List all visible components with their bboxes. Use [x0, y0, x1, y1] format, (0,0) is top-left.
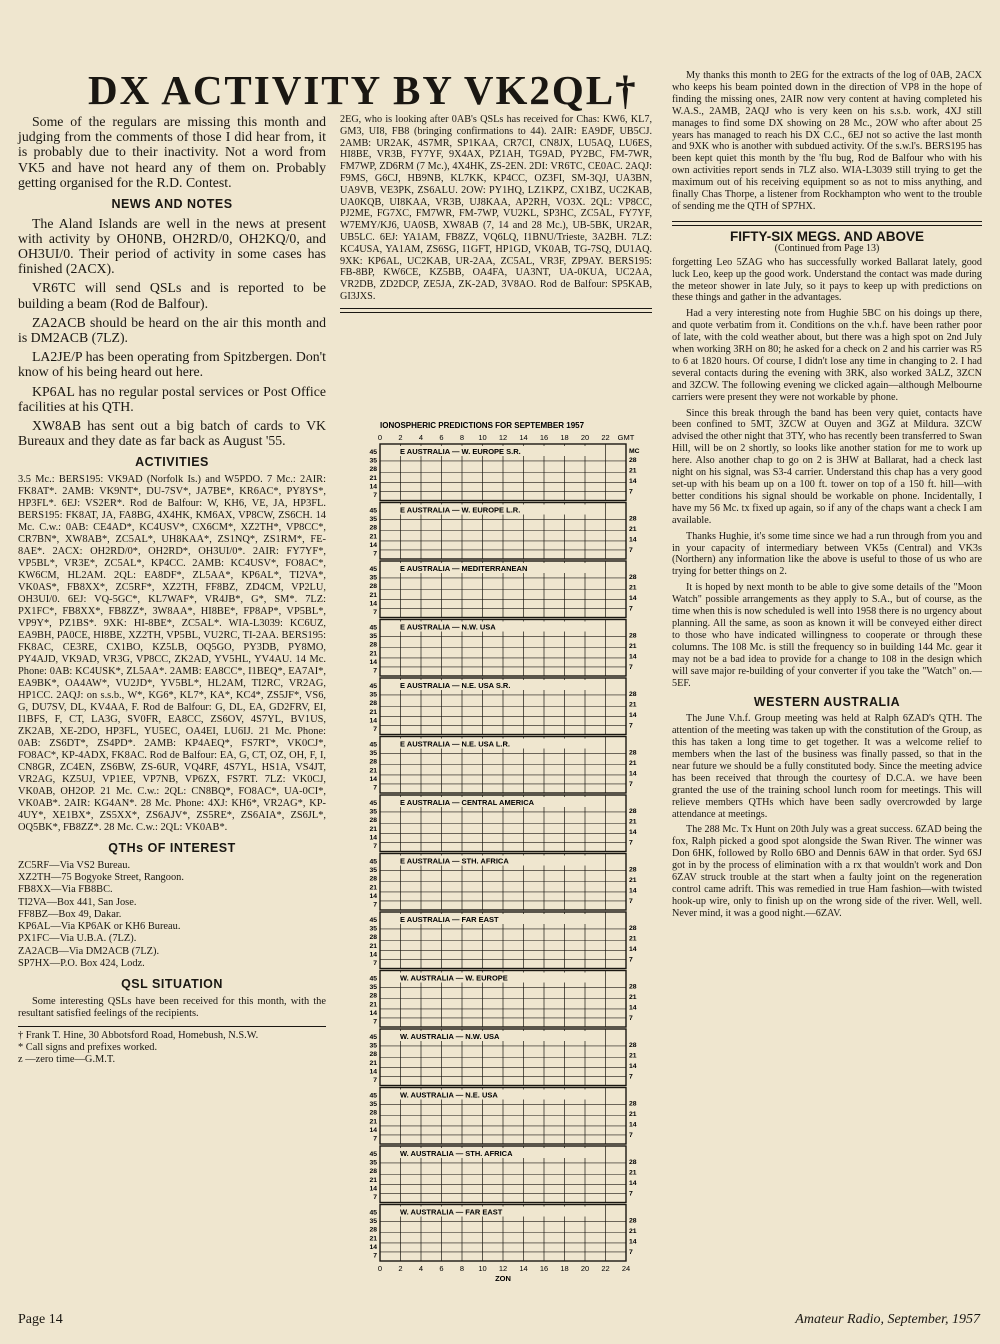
left-tick-label: 7 [373, 550, 377, 558]
panel-label: E AUSTRALIA — N.E. USA S.R. [400, 681, 511, 690]
news-item: The Aland Islands are well in the news at present with activity by OH0NB, OH2RD/0, OH2KQ/0, and OH3UI/0. Their period of activity in some cases has finished (2ACX). [18, 215, 326, 277]
left-tick-label: 21 [369, 650, 377, 658]
left-tick-label: 35 [369, 808, 377, 816]
thanks-paragraph: My thanks this month to 2EG for the extracts of the log of 0AB, 2ACX who keeps his beam pointed down in the direction of VP8 in the hope of finding the missing ones, 2AIR now very content at having completed his W.A.S., 2AMB, 2AQJ who is very keen on his s.s.b. work, 4XJ still manages to find some DX showing on 28 Mc., 2OW who after about 25 years has managed to reach his DX C.C., 6EJ not so active the last month and 9XK who is another with subdued activity. Of the s.w.l's. BERS195 has been kept quiet this month by the 'flu bug, Rod de Balfour who with his own activities report sends in 7LZ also. WIA-L3039 still trying to get the maximum out of his receiving equipment so as not to miss anything, and finally Chas Thorpe, a listener from Rockhampton who went to the trouble of sending me the QTH of SP7HX. [672, 70, 982, 212]
bottom-hour-label: 4 [418, 1264, 424, 1273]
right-tick-label: 7 [629, 547, 633, 554]
divider [672, 221, 982, 226]
right-tick-label: 21 [629, 935, 637, 943]
top-hour-label: 22 [601, 433, 610, 442]
news-item: XW8AB has sent out a big batch of cards to VK Bureaux and they date as far back as August '55. [18, 418, 326, 449]
footnote: † Frank T. Hine, 30 Abbotsford Road, Homebush, N.S.W. [18, 1029, 259, 1041]
right-tick-label: 14 [629, 595, 637, 602]
qth-item: SP7HX—P.O. Box 424, Lodz. [18, 958, 145, 970]
right-tick-label: 28 [629, 925, 637, 932]
mc-label: MC [629, 448, 640, 455]
left-tick-label: 7 [373, 492, 377, 499]
panel-label: E AUSTRALIA — N.W. USA [400, 622, 496, 632]
footnote: z —zero time—G.M.T. [18, 1053, 116, 1065]
qth-item: ZC5RF—Via VS2 Bureau. [18, 859, 131, 871]
bottom-hour-label: 22 [601, 1264, 610, 1273]
right-tick-label: 14 [629, 770, 637, 778]
left-tick-label: 28 [369, 700, 377, 708]
right-tick-label: 21 [629, 467, 637, 475]
footnotes [18, 1026, 326, 1066]
left-tick-label: 7 [373, 1194, 377, 1201]
panel-label: E AUSTRALIA — CENTRAL AMERICA [400, 798, 535, 807]
body-paragraph: Had a very interesting note from Hughie 5BC on his doings up there, and quote verbatim from it. Conditions on the v.h.f. have been rather poor of late, with the cold weather about, but there was a high spot on 2nd July when working 3RH on 80; he asked for a check on 2 and his carrier was R5 to 6 at 1820 hours. Of course, I didn't lose any time in changing to 2. I had several contacts during the evening with 3RK, also worked 3ALZ, 3ZCN and 3ZCW. The following evening we clicked again—although Melbourne carriers were present they were not workable by phone. [672, 308, 982, 403]
qth-item: KP6AL—Via KP6AK or KH6 Bureau. [18, 921, 181, 933]
news-list [18, 216, 326, 449]
qth-item: PX1FC—Via U.B.A. (7LZ). [18, 933, 137, 945]
left-tick-label: 28 [369, 817, 377, 825]
left-tick-label: 21 [369, 591, 377, 599]
top-hour-label: 4 [418, 433, 424, 442]
qsl-text: Some interesting QSLs have been received for this month, with the resultant satisfied feelings of the recipients. [18, 995, 326, 1019]
right-tick-label: 28 [629, 808, 637, 815]
panel-label: W. AUSTRALIA — N.E. USA [400, 1090, 498, 1100]
chart-heading: IONOSPHERIC PREDICTIONS FOR SEPTEMBER 1957 [380, 421, 585, 430]
right-tick-label: 14 [629, 1004, 637, 1012]
publication-line: Amateur Radio, September, 1957 [795, 1312, 980, 1327]
left-tick-label: 45 [369, 566, 377, 573]
left-tick-label: 28 [369, 466, 377, 474]
bottom-hour-label: 8 [459, 1264, 465, 1273]
bottom-hour-label: 16 [539, 1264, 549, 1273]
left-tick-label: 45 [369, 683, 377, 690]
left-tick-label: 35 [369, 925, 377, 933]
right-tick-label: 28 [629, 1100, 637, 1108]
bottom-hour-label: 0 [377, 1264, 383, 1273]
top-hour-label: 12 [498, 433, 508, 442]
left-tick-label: 45 [369, 507, 377, 515]
right-tick-label: 14 [629, 1180, 637, 1187]
footnote: * Call signs and prefixes worked. [18, 1041, 158, 1053]
right-tick-label: 7 [629, 1249, 633, 1256]
left-tick-label: 35 [369, 457, 377, 465]
qth-heading: QTHs OF INTEREST [108, 841, 236, 856]
top-hour-label: 0 [377, 433, 383, 442]
left-tick-label: 45 [369, 1151, 377, 1158]
right-tick-label: 14 [629, 536, 637, 544]
left-tick-label: 35 [369, 691, 377, 699]
left-tick-label: 35 [369, 1218, 377, 1226]
bottom-hour-label: 24 [621, 1264, 631, 1273]
left-tick-label: 21 [369, 767, 377, 775]
right-tick-label: 21 [629, 818, 637, 826]
right-tick-label: 7 [629, 839, 633, 847]
qth-item: TI2VA—Box 441, San Jose. [18, 896, 137, 908]
section-heading: FIFTY-SIX MEGS. AND ABOVE [729, 228, 925, 244]
page-title: DX ACTIVITY BY VK2QL† [88, 67, 638, 113]
left-tick-label: 7 [373, 609, 377, 616]
column-left [18, 114, 326, 1066]
left-tick-label: 14 [369, 1068, 377, 1076]
right-tick-label: 14 [629, 1121, 637, 1129]
left-tick-label: 7 [373, 1077, 377, 1084]
right-tick-label: 7 [629, 605, 633, 613]
left-tick-label: 45 [369, 1092, 377, 1100]
panel-label: E AUSTRALIA — STH. AFRICA [400, 856, 509, 866]
left-tick-label: 21 [369, 474, 377, 482]
qth-item: ZA2ACB—Via DM2ACB (7LZ). [18, 945, 160, 957]
top-hour-label: 20 [580, 433, 590, 442]
right-tick-label: 21 [629, 760, 637, 767]
left-tick-label: 35 [369, 633, 377, 641]
left-tick-label: 35 [369, 1159, 377, 1167]
right-tick-label: 7 [629, 956, 633, 964]
left-tick-label: 21 [369, 1118, 377, 1126]
x-axis-label: ZON [495, 1274, 511, 1283]
left-tick-label: 21 [369, 708, 377, 716]
right-tick-label: 21 [629, 994, 637, 1001]
left-tick-label: 28 [369, 1051, 377, 1059]
left-tick-label: 14 [369, 951, 377, 959]
left-tick-label: 21 [369, 1059, 377, 1067]
body-paragraph: Thanks Hughie, it's some time since we had a run through from you and in your capacity of intermediary between VK5s (Central) and VK3s (Northern) any information like the above is useful to those of us who are trying for better things on 2. [672, 530, 982, 578]
right-tick-label: 21 [629, 1169, 637, 1177]
bottom-hour-label: 14 [519, 1264, 528, 1273]
left-tick-label: 28 [369, 1109, 377, 1117]
qth-item: XZ2TH—75 Bogyoke Street, Rangoon. [18, 871, 184, 883]
right-tick-label: 28 [629, 515, 637, 523]
right-tick-label: 14 [629, 653, 637, 661]
left-tick-label: 28 [369, 758, 377, 766]
bottom-hour-label: 10 [478, 1264, 487, 1273]
left-tick-label: 35 [369, 1101, 377, 1109]
left-tick-label: 45 [369, 800, 377, 807]
qth-item: FB8XX—Via FB8BC. [18, 884, 113, 896]
right-tick-label: 28 [629, 983, 637, 991]
right-tick-label: 21 [629, 584, 637, 592]
panel-label: W. AUSTRALIA — W. EUROPE [400, 973, 508, 983]
activities-text: 3.5 Mc.: BERS195: VK9AD (Norfolk Is.) and W5PDO. 7 Mc.: 2AIR: FK8AT*. 2AMB: VK9NT*, DU-7SV*, JA7BE*, KR6AC*, PY8YS*, HP3FL*. 6EJ: VS2ER*. Rod de Balfour: W, KH6, VE, JA, HP3FL. BERS195: FK8AT, JA, FA8BG, 4X4HK, KM6AX, VP8CW, ZS6CH. 14 Mc. C.w.: 0AB: CE4AD*, KC4USV*, CX6CM*, XZ2TH*, VP8CC*, CR7BN*, XW8AB*, ZC5AL*, UH8KAA*, ZS1NQ*, ZS1RM*, FE-8AE*. 2ACX: OH2RD/0*, OH2RD*, OH3UI/0*. 2AIR: FY7YF*, VP5BL*, VR3E*, ZC5AL*, KP4CC. 2AMB: KC4USV*, FO8AC*, KW6CM, HL2AM. 2QL: EA8DF*, ZL5AA*, KP6AL*, TI2VA*, VK0AS*, FB8XX*, ZC5RF*, XZ2TH, FF8BZ, ZD4CM, VP2LU, OH3UI/0. 6EJ: VQ-5GC*, KL7WAF*, VR4JB*, G*, SM*. 7LZ: PX1FC*, FB8XX*, FB8ZZ*, 3W8AA*, HI8BE*, FP8AP*, VP5BL*, VP9Y*, PZ1BS*. 9XK: HI-8BE*, ZC5AL*. WIA-L3039: KC6UZ, EA9BH, PA0CE, HI8BE, XZ2TH, VP5BL, VU2RC, TI-2AA. BERS195: FK8AC, CE3RE, CX1BO, KZ5LB, OQ5GO, PY3DB, PY8MO, PY4AJD, VK9AD, VR3G, VP8CC, ZK2AD, YV5HL, YV4AU. 14 Mc. Phone: 0AB: KC4USK*, ZL5AA*. 2AMB: EA8CC*, I1BEQ*, EA7AI*, EA9BK*, OA4AW*, VU2JD*, YV5BL*, HL2AM, TI2RC, VR2AG, HP1CC. 2AQJ: on s.s.b., W*, KG6*, KL7*, KA*, KC4*, ZS5JF*, VS6, G, DU7SV, DL, KV4AA, F. Rod de Balfour: G, DL, EA, GD2FRV, EI, I1BFS, F, CT, LA3G, SV0FR, EA8CC, ZS6OV, 4S7YL, BV1US, ZK2AB, XE-2DO, HP3FL, YU5EC, OA4EI, LU6IJ. 21 Mc. Phone: 0AB: ZS6DT*, ZS4PD*. 2AMB: KP4AEQ*, FS7RT*, VK0CJ*, FO8AC*, KP-4ADX, FK8AC. Rod de Balfour: EA, G, CT, OZ, OH, F, I, CN8GR, ZC4EN, ZS6BW, ZS-6UR, VQ4RF, 4S7YL, HS1A, VS4JT, VR2AG, KZ5UJ, VP1EE, VP7NB, VP6ZX, FS7RT. 7LZ: VK0CJ, VK0AB, OH2OP. 21 Mc. C.w.: 2QL: CN8BQ*, FO8AC*, UA-0CI*, VK0AB*. 2AIR: KG4AN*. 28 Mc. Phone: 4XJ: KH6*, VR2AG*, KP-4UY*, XE1BX*, ZS5XX*, ZS6AJV*, ZS5RE*, ZS6AIA*, ZS6JL*, OQ5BK*, FB8ZZ*. 28 Mc. C.w.: 2QL: VK0AB*. [18, 474, 326, 834]
right-tick-label: 7 [629, 664, 633, 671]
top-hour-label: 8 [459, 433, 465, 442]
qth-item: FF8BZ—Box 49, Dakar. [18, 908, 122, 920]
right-tick-label: 28 [629, 574, 637, 581]
left-tick-label: 35 [369, 867, 377, 875]
left-tick-label: 14 [369, 834, 377, 842]
bottom-hour-label: 12 [498, 1264, 508, 1273]
left-tick-label: 14 [369, 1243, 377, 1251]
left-tick-label: 28 [369, 934, 377, 942]
top-hour-label: 16 [539, 433, 549, 442]
right-tick-label: 21 [629, 1052, 637, 1060]
left-tick-label: 7 [373, 784, 377, 792]
panel-label: W. AUSTRALIA — FAR EAST [400, 1207, 503, 1217]
left-tick-label: 21 [369, 1176, 377, 1184]
left-tick-label: 35 [369, 750, 377, 758]
left-tick-label: 28 [369, 583, 377, 591]
right-tick-label: 14 [629, 887, 637, 895]
right-tick-label: 21 [629, 877, 637, 884]
intro-paragraph: Some of the regulars are missing this month and judging from the comments of those I did hear from, it is probably due to their inactivity. Not a word from VK5 and have not heard any of them on. Probably getting organised for the R.D. Contest. [18, 114, 326, 190]
bottom-hour-label: 18 [560, 1264, 569, 1273]
right-tick-label: 28 [629, 691, 637, 698]
bottom-hour-label: 2 [398, 1264, 403, 1273]
left-tick-label: 21 [369, 1235, 377, 1243]
left-tick-label: 21 [369, 825, 377, 833]
top-hour-label: 18 [560, 433, 569, 442]
news-item: KP6AL has no regular postal services or Post Office facilities at his QTH. [18, 383, 326, 414]
left-tick-label: 14 [369, 1009, 377, 1017]
activities-heading: ACTIVITIES [135, 455, 209, 470]
left-tick-label: 35 [369, 984, 377, 992]
qth-list [18, 860, 326, 971]
left-tick-label: 35 [369, 516, 377, 524]
left-tick-label: 14 [369, 892, 377, 900]
right-tick-label: 7 [629, 1073, 633, 1081]
news-item: ZA2ACB should be heard on the air this month and is DM2ACB (7LZ). [18, 314, 326, 346]
left-tick-label: 7 [373, 667, 377, 675]
right-tick-label: 7 [629, 1132, 633, 1139]
left-tick-label: 14 [369, 1126, 377, 1134]
left-tick-label: 7 [373, 1018, 377, 1026]
right-tick-label: 14 [629, 829, 637, 836]
right-tick-label: 7 [629, 781, 633, 788]
left-tick-label: 35 [369, 1042, 377, 1050]
divider [340, 308, 652, 313]
bottom-hour-label: 20 [580, 1264, 590, 1273]
left-tick-label: 28 [369, 1168, 377, 1176]
qsl-heading: QSL SITUATION [121, 977, 223, 992]
left-tick-label: 7 [373, 1135, 377, 1143]
left-tick-label: 14 [369, 600, 377, 608]
left-tick-label: 35 [369, 574, 377, 582]
left-tick-label: 28 [369, 992, 377, 1000]
left-tick-label: 45 [369, 1209, 377, 1217]
left-tick-label: 45 [369, 975, 377, 983]
news-item: VR6TC will send QSLs and is reported to be building a beam (Rod de Balfour). [18, 280, 326, 311]
news-heading: NEWS AND NOTES [111, 197, 233, 212]
body-paragraph: The 288 Mc. Tx Hunt on 20th July was a great success. 6ZAD being the fox, Ralph picked a good spot alongside the Swan River. The winner was Don 6HK, followed by Rollo 6BO and Dennis 6AW in that order. Syd 6SJ got in by the process of elimination with a rx that wouldn't work and Don 6ZAV struck trouble at the start when a faulty joint on the regeneration control came adrift. This was remedied in true Ham fashion—with twisted hook-up wire, only to finish up on the wrong side of the river. Well, well. Never mind, it was a good night.—6ZAV. [672, 824, 982, 919]
body-paragraph: The June V.h.f. Group meeting was held at Ralph 6ZAD's QTH. The attention of the meeting was taken up with the constitution of the Group, as this has taken a long time to get together. It was a welcome relief to members when the last of the business was finally passed, so that in the near future we should be a fully constituted body. Since the meeting advice has been received that through the courtesy of D.C.A. we have been granted the use of the training school lunch room for meetings. This will relieve members QTHs which have been sadly overcrowded by large attendance at meetings. [672, 713, 982, 820]
top-hour-label: 10 [478, 433, 487, 442]
qsl-received-text: 2EG, who is looking after 0AB's QSLs has received for Chas: KW6, KL7, GM3, UI8, FB8 (bringing confirmations to 44). 2AIR: EA9DF, UB5CJ. 2AMB: UR2AK, 4S7MR, SP1KAA, CR7CI, CN8JX, LU5AQ, LU6ES, HI8BE, VR3B, FY7YF, 9X4AX, PZ1AH, TG9AD, PY2BC, FM-7WR, FM7WP, ZD6RM (7 Mc.), 4X4HK, ZS-2EN. 2DI: VR6TC, CE0AC. 2AQJ: F9MS, G6CJ, HB9NB, KL7KK, KP4CC, OZ3FI, SM-3QJ, UA3BN, UA9VB, VE3PK, ZS6ALU. 2OW: PY1HQ, LZ1KPZ, CX1BZ, UC2KAB, UA0KQB, UI8KAA, VR3B, UJ8KAA, AP2RH, VO3X. 2QL: VP8CC, PJ2ME, FG7XC, FM7WR, FM-7WP, VU2KL, SP3HC, ZC5AL, FY7YF, W7EMY/KJ6, UA0SB, XW8AB (7, 14 and 28 Mc.), UB-5BK, UR2AR, UB5LC. 6EJ: YA1AM, FB8ZZ, VQ6LQ, I1BNU/Trieste, 3A2BH. 7LZ: KC4USA, YA1AM, ZS6SG, I1GFT, HP1GD, VK0AB, TG-7SQ, DU1AQ. 9XK: KP6AL, UC2KAB, UR-2AA, ZC5AL, VR3F, ZP9AY. BERS195: FB-8BP, KW6CE, KZ5BB, OA4FA, UA3NT, UA-0KUA, UC2AA, VR2DB, ZD2DCP, ZE5JA, ZK-2AD, 3V8AO. Rod de Balfour: SP5KAB, GI3JXS. [340, 114, 652, 302]
body-paragraph: forgetting Leo 5ZAG who has successfully worked Ballarat lately, good luck Leo, keep up the good work. Understand the contact was made during the meteor shower in late July, so it pays to keep up with predictions on these things and gather in the advantages. [672, 256, 982, 304]
column-right [672, 70, 982, 924]
left-tick-label: 7 [373, 1252, 377, 1260]
body-paragraph: It is hoped by next month to be able to give some details of the "Moon Watch" possible arrangements as they apply to S.A., but of course, as the time when this is now scheduled is well into 1958 there is no urgency about planning. All the same, as soon as known it will be conveyed either direct to those who have indicated willingness to cooperate or through these columns. The 108 Mc. is still the frequency so in building 144 Mc. gear it may not be a bad idea to provide for a change to 108 in the design which will save major re-building of your converter if you take the "Watch" on.—5EF. [672, 582, 982, 689]
right-tick-label: 7 [629, 488, 633, 496]
left-tick-label: 45 [369, 917, 377, 924]
panel-label: E AUSTRALIA — FAR EAST [400, 915, 499, 924]
panel-label: E AUSTRALIA — N.E. USA L.R. [400, 739, 511, 749]
body-paragraph: Since this break through the band has been very quiet, contacts have been confined to 5MT, 3ZCW at Ouyen and 3GZ at Mildura. 3ZCW advised the other night that 3TY, who has recently been transferred to Swan Hill, will be on 2 shortly, so looks like another station for me to work up here. Also another chap to go on 2 is 3HW at Ballarat, had a check last night on his signal, was S3-4 carrier. Understand this chap has a very good set-up with his beam up on a 100 ft. tower on top of a 150 ft. hill—with better conditions his signal should be workable on phone. Incidentally, I have my 56 Mc. tx fixed up again, so if any of the chaps want a check I am available. [672, 407, 982, 526]
left-tick-label: 21 [369, 533, 377, 541]
right-tick-label: 21 [629, 701, 637, 709]
left-tick-label: 7 [373, 960, 377, 967]
right-tick-label: 28 [629, 749, 637, 757]
panel-label: W. AUSTRALIA — N.W. USA [400, 1032, 500, 1041]
right-tick-label: 21 [629, 1111, 637, 1118]
column-middle [340, 114, 652, 318]
right-tick-label: 21 [629, 526, 637, 533]
top-hour-label: 2 [398, 433, 403, 442]
left-tick-label: 28 [369, 1226, 377, 1234]
top-hour-label: 14 [519, 433, 528, 442]
left-tick-label: 14 [369, 1185, 377, 1193]
top-hour-label: GMT [617, 433, 635, 442]
page-number: Page 14 [18, 1312, 63, 1327]
left-tick-label: 21 [369, 884, 377, 892]
left-tick-label: 28 [369, 524, 377, 532]
left-tick-label: 7 [373, 843, 377, 850]
right-tick-label: 28 [629, 1159, 637, 1166]
right-tick-label: 14 [629, 712, 637, 719]
right-tick-label: 21 [629, 643, 637, 650]
left-tick-label: 45 [369, 449, 377, 456]
left-tick-label: 45 [369, 624, 377, 632]
left-tick-label: 45 [369, 741, 377, 749]
news-item: LA2JE/P has been operating from Spitzbergen. Don't know of his being heard out here. [18, 349, 326, 380]
panel-label: W. AUSTRALIA — STH. AFRICA [400, 1149, 513, 1158]
left-tick-label: 7 [373, 726, 377, 733]
left-tick-label: 45 [369, 1034, 377, 1041]
right-tick-label: 28 [629, 1042, 637, 1049]
left-tick-label: 21 [369, 1001, 377, 1009]
top-hour-label: 6 [439, 433, 444, 442]
panel-label: E AUSTRALIA — W. EUROPE S.R. [400, 447, 521, 456]
left-tick-label: 14 [369, 541, 377, 549]
right-tick-label: 14 [629, 946, 637, 953]
right-tick-label: 7 [629, 722, 633, 730]
left-tick-label: 14 [369, 658, 377, 666]
ionospheric-chart [344, 418, 654, 1318]
left-tick-label: 21 [369, 942, 377, 950]
left-tick-label: 14 [369, 775, 377, 783]
left-tick-label: 28 [369, 875, 377, 883]
right-tick-label: 14 [629, 1063, 637, 1070]
left-tick-label: 45 [369, 858, 377, 866]
bottom-hour-label: 6 [439, 1264, 444, 1273]
left-tick-label: 14 [369, 483, 377, 491]
right-tick-label: 28 [629, 632, 637, 640]
right-tick-label: 7 [629, 1190, 633, 1198]
right-tick-label: 7 [629, 898, 633, 905]
left-tick-label: 7 [373, 901, 377, 909]
continued-note: (Continued from Page 13) [774, 242, 880, 254]
left-tick-label: 14 [369, 717, 377, 725]
panel-label: E AUSTRALIA — W. EUROPE L.R. [400, 505, 521, 515]
right-tick-label: 7 [629, 1015, 633, 1022]
right-tick-label: 28 [629, 1217, 637, 1225]
left-tick-label: 28 [369, 641, 377, 649]
right-tick-label: 14 [629, 478, 637, 485]
right-tick-label: 28 [629, 866, 637, 874]
wa-heading: WESTERN AUSTRALIA [753, 695, 901, 710]
panel-label: E AUSTRALIA — MEDITERRANEAN [400, 564, 528, 573]
right-tick-label: 21 [629, 1228, 637, 1235]
right-tick-label: 14 [629, 1238, 637, 1246]
right-tick-label: 28 [629, 457, 637, 464]
